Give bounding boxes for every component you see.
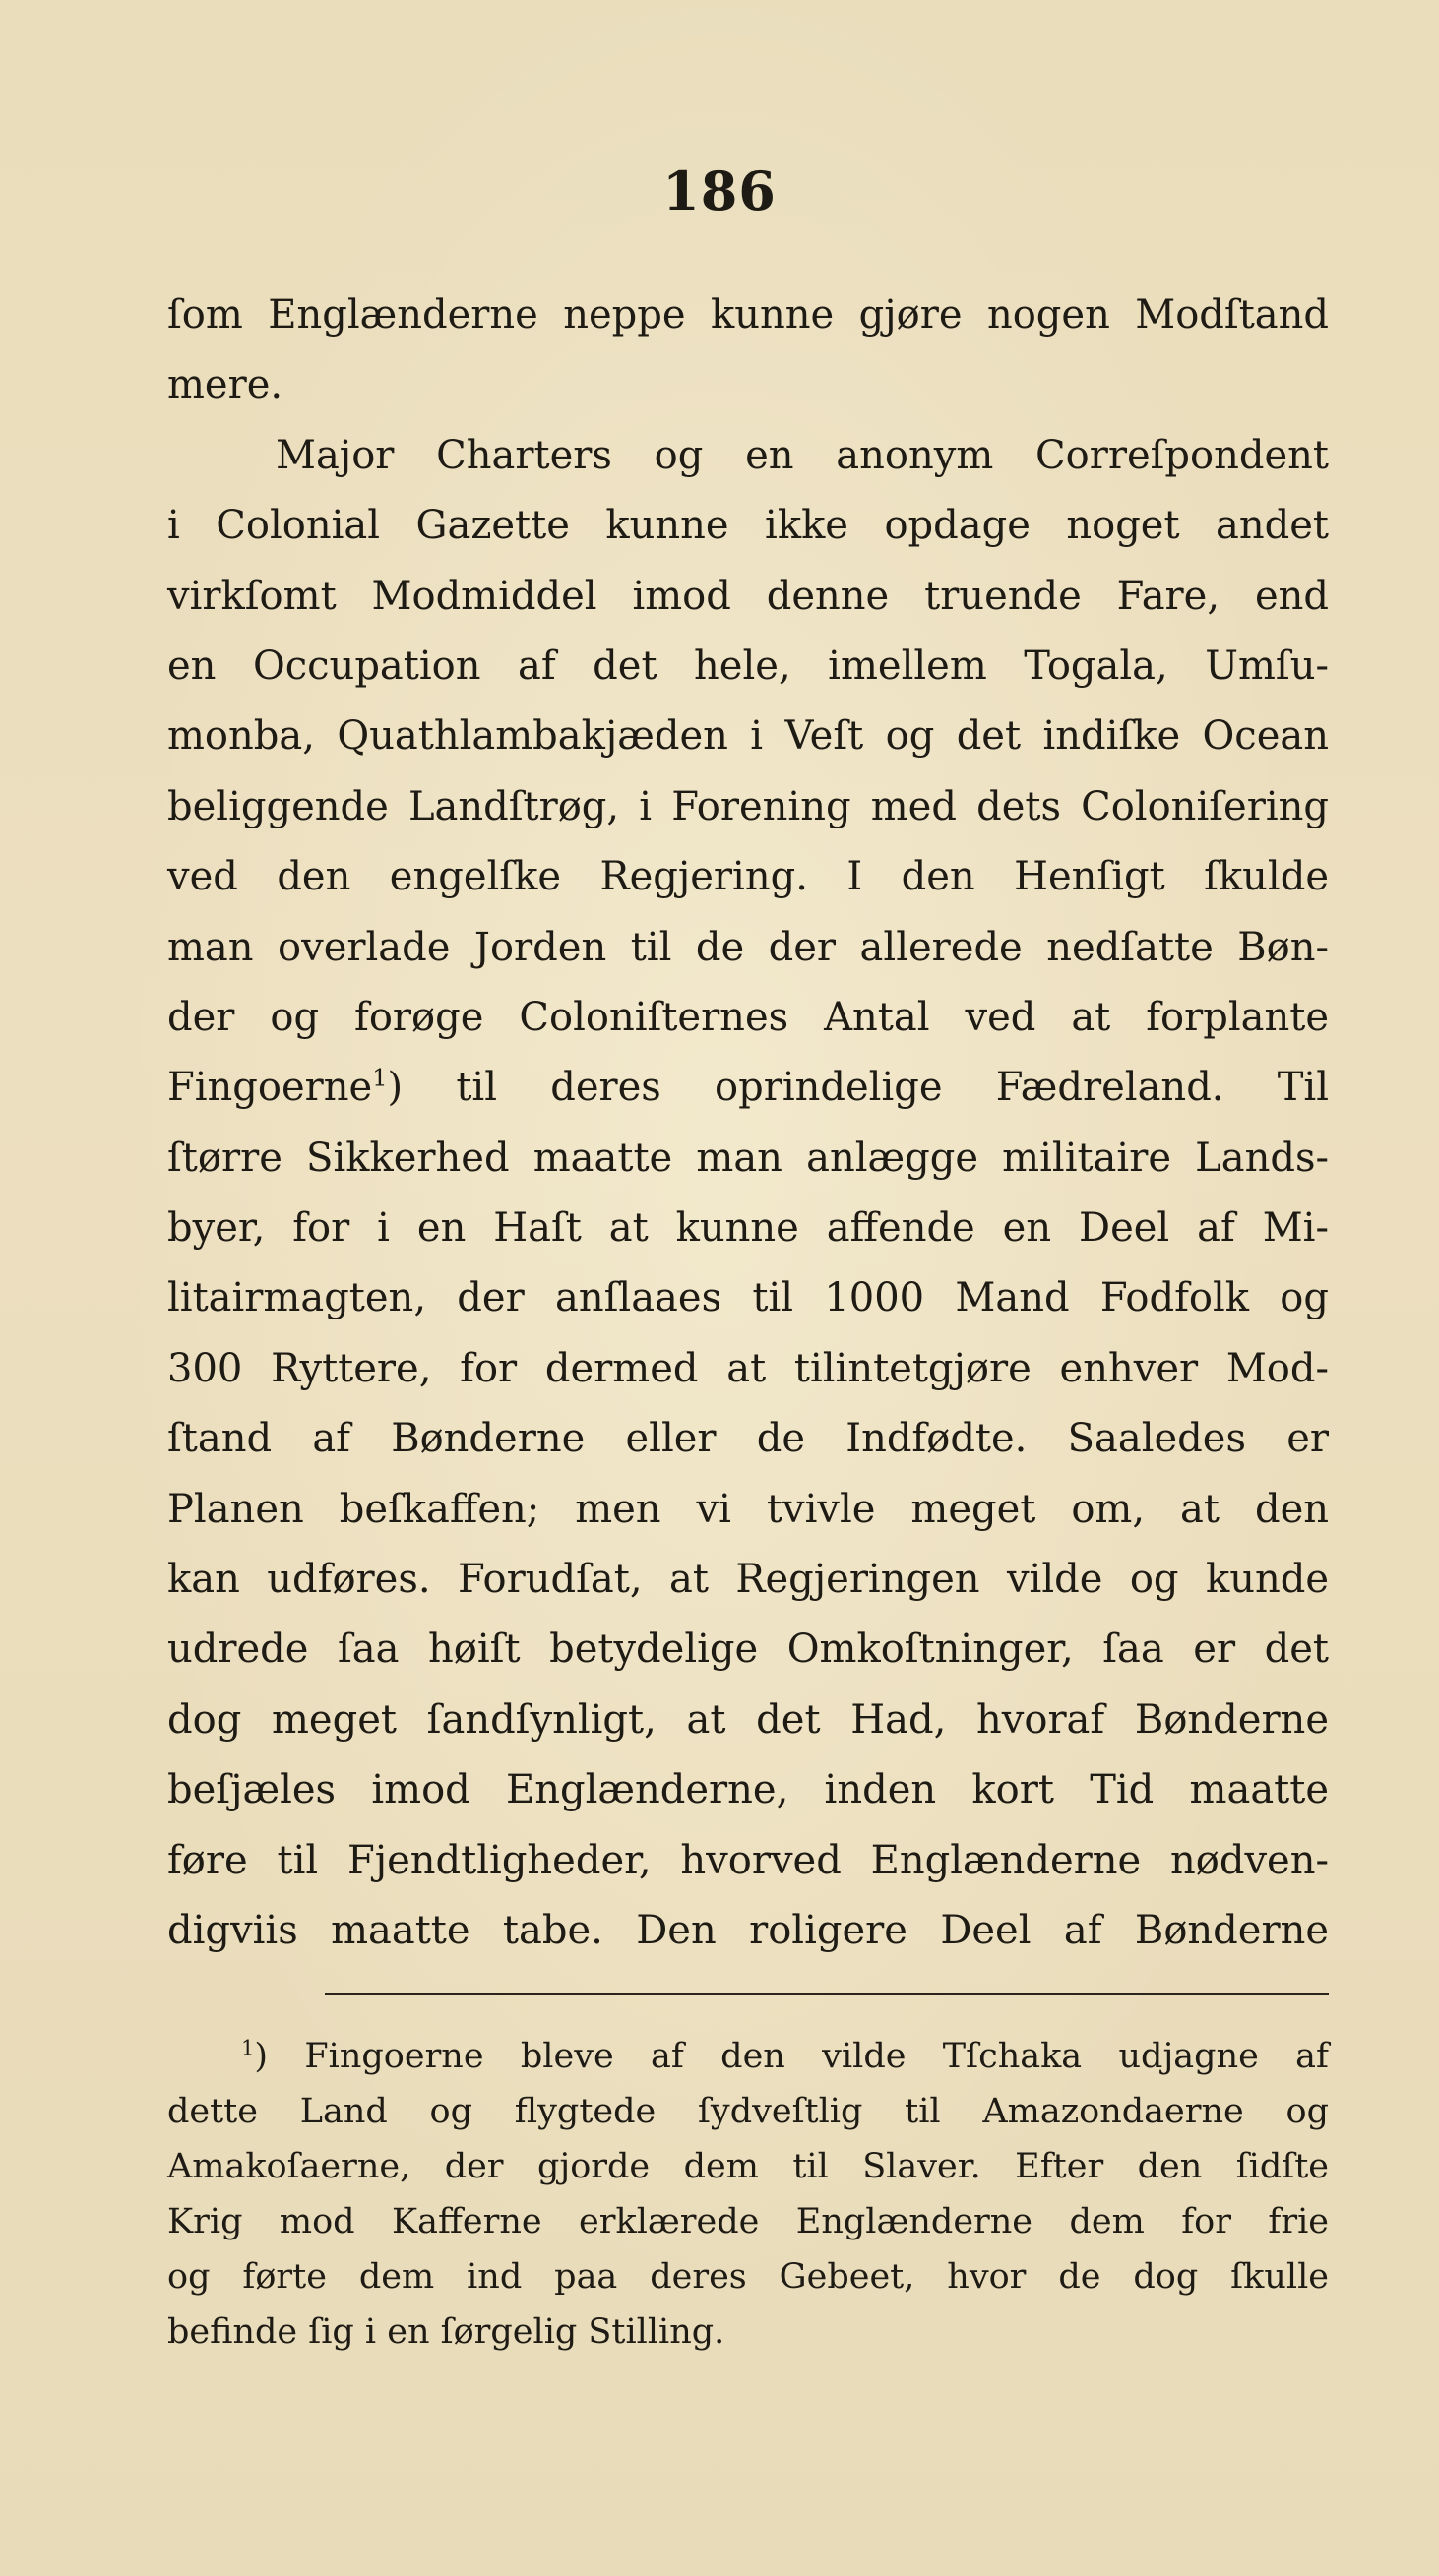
text-line-with-footnote-ref — [167, 1053, 1329, 1123]
text-line: udrede ſaa høiſt betydelige Omkoſtninger, ſaa er det — [167, 1626, 1329, 1673]
text-line: beliggende Landſtrøg, i Forening med dets Coloniſering — [167, 783, 1329, 829]
text-fragment: Fingoerne — [167, 1065, 373, 1111]
text-line: en Occupation af det hele, imellem Togala, Umſu- — [167, 643, 1329, 689]
text-line: monba, Quathlambakjæden i Veſt og det indiſke Ocean — [167, 713, 1329, 760]
text-line: ved den engelſke Regjering. I den Henſigt ſkulde — [167, 854, 1329, 900]
text-line: virkſomt Modmiddel imod denne truende Fare, end — [167, 573, 1329, 619]
footnote-line: befinde ſig i en ſørgelig Stilling. — [167, 2312, 725, 2352]
text-line: føre til Fjendtligheder, hvorved Englænderne nødven- — [167, 1837, 1329, 1883]
text-line: dog meget ſandſynligt, at det Had, hvoraf Bønderne — [167, 1696, 1329, 1743]
footnote-divider — [325, 1993, 1329, 1995]
text-line: litairmagten, der anſlaaes til 1000 Mand Fodfolk og — [167, 1275, 1329, 1321]
page-number: 186 — [662, 159, 777, 222]
text-line: 300 Ryttere, for dermed at tilintetgjøre enhver Mod- — [167, 1345, 1329, 1391]
footnote-line — [167, 2029, 1329, 2084]
footnote-line: Amakoſaerne, der gjorde dem til Slaver. Efter den ſidſte — [167, 2147, 1329, 2186]
text-line: Major Charters og en anonym Correſpondent — [276, 432, 1329, 478]
text-fragment: ) til deres oprindelige Fædreland. Til — [387, 1065, 1329, 1111]
footnote-marker: 1 — [241, 2036, 255, 2060]
text-line: kan udføres. Forudſat, at Regjeringen vilde og kunde — [167, 1557, 1329, 1603]
text-line: ſtørre Sikkerhed maatte man anlægge militaire Lands- — [167, 1135, 1329, 1181]
footnote-line: og førte dem ind paa deres Gebeet, hvor de dog ſkulle — [167, 2257, 1329, 2297]
text-line: byer, for i en Haſt at kunne affende en Deel af Mi- — [167, 1205, 1329, 1252]
body-text — [167, 280, 1329, 1966]
text-line: digviis maatte tabe. Den roligere Deel af Bønderne — [167, 1907, 1329, 1953]
footnote-text: ) Fingoerne bleve af den vilde Tſchaka udjagne af — [254, 2037, 1329, 2076]
text-line: i Colonial Gazette kunne ikke opdage noget andet — [167, 503, 1329, 549]
text-line: der og forøge Coloniſternes Antal ved at forplante — [167, 994, 1329, 1040]
footnote-line: Krig mod Kafferne erklærede Englænderne dem for frie — [167, 2202, 1329, 2241]
text-line: Planen beſkaffen; men vi tvivle meget om, at den — [167, 1486, 1329, 1532]
text-line: mere. — [167, 362, 283, 408]
footnotes — [167, 2029, 1329, 2360]
footnote-line: dette Land og flygtede ſydveſtlig til Amazondaerne og — [167, 2092, 1329, 2131]
text-line: ſom Englænderne neppe kunne gjøre nogen Modſtand — [167, 292, 1329, 337]
text-line: beſjæles imod Englænderne, inden kort Tid maatte — [167, 1767, 1329, 1813]
text-line: man overlade Jorden til de der allerede nedſatte Bøn- — [167, 924, 1329, 970]
text-line: ſtand af Bønderne eller de Indfødte. Saaledes er — [167, 1416, 1329, 1462]
footnote-reference[interactable]: 1 — [372, 1064, 388, 1092]
